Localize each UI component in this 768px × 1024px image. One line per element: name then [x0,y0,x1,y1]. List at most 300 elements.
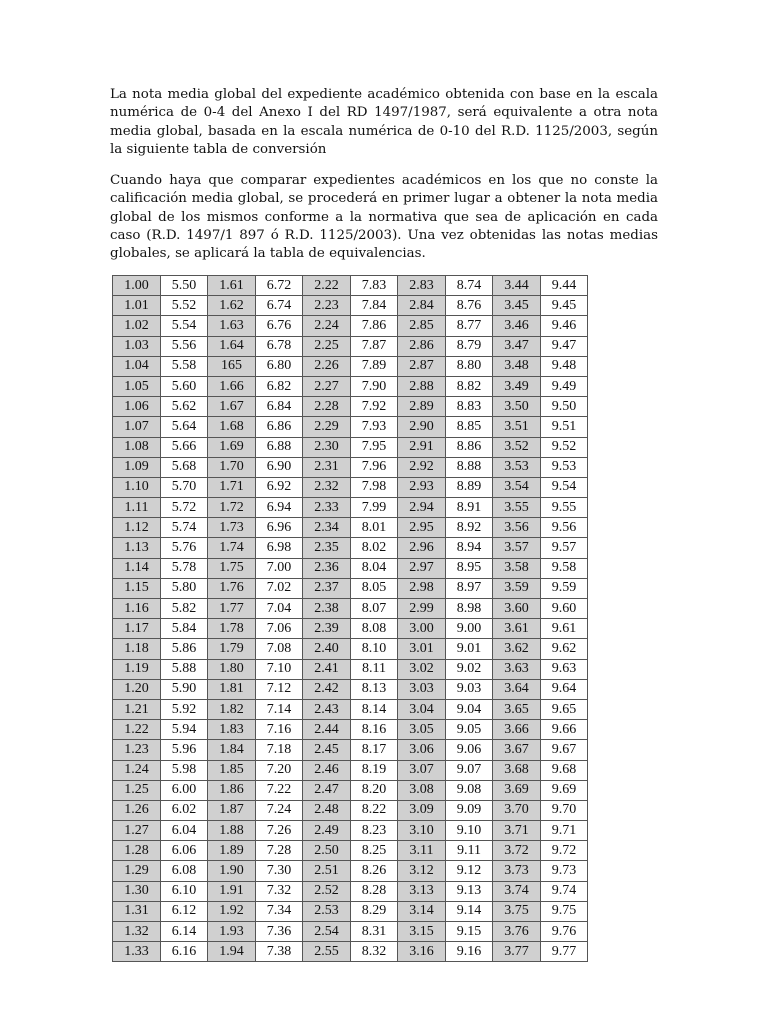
grade-0-4-cell: 2.55 [303,942,351,962]
grade-0-4-cell: 1.64 [208,336,256,356]
grade-0-10-cell: 9.52 [541,437,588,457]
grade-0-4-cell: 2.43 [303,699,351,719]
grade-0-10-cell: 7.96 [351,457,398,477]
grade-0-10-cell: 9.75 [541,901,588,921]
grade-0-4-cell: 3.50 [493,397,541,417]
grade-0-10-cell: 9.59 [541,578,588,598]
grade-0-10-cell: 8.82 [446,376,493,396]
grade-0-4-cell: 3.73 [493,861,541,881]
grade-0-10-cell: 9.00 [446,619,493,639]
grade-0-4-cell: 2.37 [303,578,351,598]
grade-0-10-cell: 8.13 [351,679,398,699]
grade-0-10-cell: 6.10 [161,881,208,901]
grade-0-4-cell: 2.38 [303,599,351,619]
grade-0-10-cell: 5.68 [161,457,208,477]
grade-0-10-cell: 7.86 [351,316,398,336]
grade-0-4-cell: 1.90 [208,861,256,881]
grade-0-4-cell: 1.26 [113,800,161,820]
grade-0-4-cell: 2.34 [303,518,351,538]
grade-0-10-cell: 7.04 [256,599,303,619]
grade-0-10-cell: 8.17 [351,740,398,760]
grade-0-4-cell: 2.47 [303,780,351,800]
grade-0-10-cell: 7.38 [256,942,303,962]
grade-0-4-cell: 1.21 [113,699,161,719]
table-row [113,356,588,376]
grade-0-4-cell: 3.72 [493,841,541,861]
grade-0-4-cell: 1.28 [113,841,161,861]
grade-0-4-cell: 1.79 [208,639,256,659]
grade-0-4-cell: 3.13 [398,881,446,901]
grade-0-4-cell: 2.53 [303,901,351,921]
grade-0-10-cell: 9.46 [541,316,588,336]
grade-0-4-cell: 1.20 [113,679,161,699]
grade-0-10-cell: 8.19 [351,760,398,780]
grade-0-10-cell: 9.70 [541,800,588,820]
grade-0-10-cell: 5.74 [161,518,208,538]
grade-0-10-cell: 9.55 [541,498,588,518]
grade-0-10-cell: 7.99 [351,498,398,518]
grade-0-4-cell: 2.40 [303,639,351,659]
grade-0-4-cell: 1.61 [208,276,256,296]
grade-0-10-cell: 6.82 [256,376,303,396]
grade-0-10-cell: 5.64 [161,417,208,437]
intro-paragraph: La nota media global del expediente académico obtenida con base en la escala numérica de 0-4 del Anexo I del RD 1497/1987, será equivalente a otra nota media global, basada en la escala numérica de 0-10 del R.D. 1125/2003, según la siguiente tabla de conversión [110,87,658,157]
grade-0-10-cell: 6.98 [256,538,303,558]
grade-0-10-cell: 5.72 [161,498,208,518]
grade-0-4-cell: 1.86 [208,780,256,800]
grade-0-4-cell: 1.33 [113,942,161,962]
table-row [113,578,588,598]
grade-0-10-cell: 9.45 [541,296,588,316]
grade-0-4-cell: 3.49 [493,376,541,396]
grade-0-4-cell: 3.75 [493,901,541,921]
grade-0-10-cell: 8.23 [351,821,398,841]
grade-0-4-cell: 2.35 [303,538,351,558]
grade-0-10-cell: 9.66 [541,720,588,740]
grade-0-4-cell: 2.51 [303,861,351,881]
grade-0-4-cell: 1.02 [113,316,161,336]
grade-0-10-cell: 7.26 [256,821,303,841]
grade-0-10-cell: 9.57 [541,538,588,558]
grade-0-4-cell: 1.72 [208,498,256,518]
grade-0-4-cell: 2.28 [303,397,351,417]
grade-0-4-cell: 3.48 [493,356,541,376]
table-row [113,821,588,841]
grade-0-4-cell: 2.50 [303,841,351,861]
grade-0-10-cell: 5.84 [161,619,208,639]
grade-0-10-cell: 6.08 [161,861,208,881]
table-row [113,740,588,760]
grade-0-4-cell: 2.96 [398,538,446,558]
grade-0-4-cell: 1.05 [113,376,161,396]
grade-0-4-cell: 1.81 [208,679,256,699]
grade-0-10-cell: 5.58 [161,356,208,376]
grade-0-4-cell: 3.04 [398,699,446,719]
table-row [113,558,588,578]
grade-0-4-cell: 3.12 [398,861,446,881]
grade-0-10-cell: 9.01 [446,639,493,659]
grade-0-10-cell: 8.86 [446,437,493,457]
grade-0-4-cell: 2.32 [303,477,351,497]
table-row [113,397,588,417]
grade-0-10-cell: 8.77 [446,316,493,336]
table-row [113,901,588,921]
grade-0-4-cell: 1.01 [113,296,161,316]
grade-0-10-cell: 8.05 [351,578,398,598]
grade-0-10-cell: 8.14 [351,699,398,719]
grade-0-10-cell: 5.54 [161,316,208,336]
grade-0-10-cell: 7.90 [351,376,398,396]
grade-0-10-cell: 9.09 [446,800,493,820]
table-row [113,538,588,558]
grade-0-4-cell: 3.16 [398,942,446,962]
grade-0-10-cell: 9.44 [541,276,588,296]
grade-0-10-cell: 9.03 [446,679,493,699]
grade-0-4-cell: 1.22 [113,720,161,740]
table-row [113,336,588,356]
grade-0-10-cell: 5.70 [161,477,208,497]
grade-0-10-cell: 6.88 [256,437,303,457]
grade-0-4-cell: 2.49 [303,821,351,841]
grade-0-10-cell: 6.86 [256,417,303,437]
grade-0-10-cell: 7.18 [256,740,303,760]
grade-0-10-cell: 9.63 [541,659,588,679]
grade-0-10-cell: 8.98 [446,599,493,619]
grade-0-10-cell: 5.86 [161,639,208,659]
grade-0-4-cell: 2.45 [303,740,351,760]
grade-0-10-cell: 9.14 [446,901,493,921]
grade-0-10-cell: 8.01 [351,518,398,538]
grade-0-10-cell: 7.14 [256,699,303,719]
grade-0-4-cell: 1.85 [208,760,256,780]
grade-0-4-cell: 3.69 [493,780,541,800]
grade-0-10-cell: 8.80 [446,356,493,376]
grade-0-4-cell: 3.11 [398,841,446,861]
grade-0-10-cell: 6.76 [256,316,303,336]
grade-0-10-cell: 9.65 [541,699,588,719]
grade-0-4-cell: 1.06 [113,397,161,417]
grade-0-10-cell: 8.95 [446,558,493,578]
grade-0-4-cell: 1.76 [208,578,256,598]
grade-0-10-cell: 9.47 [541,336,588,356]
table-row [113,276,588,296]
grade-0-4-cell: 3.07 [398,760,446,780]
grade-0-10-cell: 5.50 [161,276,208,296]
grade-0-10-cell: 6.14 [161,922,208,942]
table-row [113,477,588,497]
grade-0-4-cell: 3.76 [493,922,541,942]
table-row [113,639,588,659]
table-row [113,841,588,861]
grade-0-4-cell: 1.00 [113,276,161,296]
grade-0-4-cell: 1.24 [113,760,161,780]
grade-0-4-cell: 1.70 [208,457,256,477]
grade-0-4-cell: 3.05 [398,720,446,740]
table-row [113,599,588,619]
grade-0-4-cell: 2.41 [303,659,351,679]
grade-0-10-cell: 5.56 [161,336,208,356]
grade-0-4-cell: 2.95 [398,518,446,538]
grade-0-4-cell: 2.25 [303,336,351,356]
grade-0-4-cell: 3.66 [493,720,541,740]
grade-0-10-cell: 8.79 [446,336,493,356]
grade-0-4-cell: 2.30 [303,437,351,457]
grade-0-10-cell: 8.22 [351,800,398,820]
grade-0-10-cell: 6.06 [161,841,208,861]
grade-0-4-cell: 1.69 [208,437,256,457]
grade-0-10-cell: 8.76 [446,296,493,316]
table-row [113,376,588,396]
grade-0-10-cell: 9.02 [446,659,493,679]
grade-0-4-cell: 2.87 [398,356,446,376]
grade-0-4-cell: 1.73 [208,518,256,538]
table-row [113,800,588,820]
grade-0-10-cell: 7.34 [256,901,303,921]
grade-0-10-cell: 5.82 [161,599,208,619]
grade-0-10-cell: 8.88 [446,457,493,477]
grade-0-10-cell: 6.96 [256,518,303,538]
grade-0-10-cell: 7.10 [256,659,303,679]
grade-0-4-cell: 1.88 [208,821,256,841]
grade-0-10-cell: 7.06 [256,619,303,639]
grade-0-10-cell: 5.66 [161,437,208,457]
grade-0-10-cell: 7.12 [256,679,303,699]
grade-0-4-cell: 2.39 [303,619,351,639]
grade-0-4-cell: 3.52 [493,437,541,457]
table-row [113,720,588,740]
grade-0-10-cell: 5.52 [161,296,208,316]
grade-0-4-cell: 3.47 [493,336,541,356]
grade-0-10-cell: 9.07 [446,760,493,780]
grade-0-4-cell: 2.33 [303,498,351,518]
grade-0-10-cell: 9.53 [541,457,588,477]
grade-0-10-cell: 6.84 [256,397,303,417]
grade-0-10-cell: 7.87 [351,336,398,356]
grade-0-4-cell: 2.31 [303,457,351,477]
table-row [113,316,588,336]
table-row [113,881,588,901]
table-row [113,296,588,316]
grade-0-4-cell: 3.01 [398,639,446,659]
grade-0-10-cell: 8.02 [351,538,398,558]
grade-0-10-cell: 7.83 [351,276,398,296]
grade-0-10-cell: 6.78 [256,336,303,356]
grade-0-4-cell: 3.67 [493,740,541,760]
grade-0-10-cell: 8.25 [351,841,398,861]
grade-0-4-cell: 2.26 [303,356,351,376]
grade-0-10-cell: 8.32 [351,942,398,962]
grade-0-4-cell: 1.63 [208,316,256,336]
grade-0-10-cell: 5.94 [161,720,208,740]
grade-0-4-cell: 2.90 [398,417,446,437]
grade-0-4-cell: 1.23 [113,740,161,760]
grade-0-10-cell: 7.02 [256,578,303,598]
grade-0-4-cell: 1.12 [113,518,161,538]
grade-0-4-cell: 2.99 [398,599,446,619]
grade-0-4-cell: 2.98 [398,578,446,598]
grade-0-4-cell: 1.71 [208,477,256,497]
grade-0-4-cell: 1.09 [113,457,161,477]
grade-0-10-cell: 5.76 [161,538,208,558]
grade-0-10-cell: 7.30 [256,861,303,881]
grade-0-4-cell: 2.89 [398,397,446,417]
grade-0-4-cell: 2.97 [398,558,446,578]
grade-0-4-cell: 1.91 [208,881,256,901]
grade-0-10-cell: 9.69 [541,780,588,800]
grade-0-4-cell: 2.94 [398,498,446,518]
grade-0-10-cell: 9.49 [541,376,588,396]
grade-0-4-cell: 2.92 [398,457,446,477]
grade-0-4-cell: 1.31 [113,901,161,921]
grade-0-10-cell: 9.10 [446,821,493,841]
conversion-table [112,275,588,962]
grade-0-10-cell: 5.62 [161,397,208,417]
grade-0-4-cell: 1.87 [208,800,256,820]
grade-0-10-cell: 9.74 [541,881,588,901]
grade-0-10-cell: 8.29 [351,901,398,921]
grade-0-4-cell: 3.44 [493,276,541,296]
grade-0-4-cell: 2.24 [303,316,351,336]
grade-0-10-cell: 7.95 [351,437,398,457]
grade-0-10-cell: 9.76 [541,922,588,942]
grade-0-4-cell: 2.27 [303,376,351,396]
grade-0-10-cell: 6.94 [256,498,303,518]
grade-0-4-cell: 3.55 [493,498,541,518]
grade-0-10-cell: 9.67 [541,740,588,760]
grade-0-10-cell: 9.72 [541,841,588,861]
grade-0-10-cell: 8.94 [446,538,493,558]
grade-0-4-cell: 2.48 [303,800,351,820]
grade-0-10-cell: 9.64 [541,679,588,699]
table-row [113,437,588,457]
grade-0-10-cell: 9.77 [541,942,588,962]
table-row [113,457,588,477]
grade-0-10-cell: 9.11 [446,841,493,861]
grade-0-10-cell: 8.10 [351,639,398,659]
grade-0-10-cell: 8.11 [351,659,398,679]
grade-0-10-cell: 6.16 [161,942,208,962]
grade-0-4-cell: 3.09 [398,800,446,820]
grade-0-4-cell: 1.67 [208,397,256,417]
grade-0-10-cell: 6.04 [161,821,208,841]
grade-0-4-cell: 2.83 [398,276,446,296]
grade-0-4-cell: 3.56 [493,518,541,538]
grade-0-10-cell: 9.48 [541,356,588,376]
grade-0-4-cell: 1.74 [208,538,256,558]
grade-0-4-cell: 1.66 [208,376,256,396]
grade-0-4-cell: 2.85 [398,316,446,336]
grade-0-4-cell: 3.46 [493,316,541,336]
table-row [113,780,588,800]
grade-0-4-cell: 3.64 [493,679,541,699]
grade-0-10-cell: 5.60 [161,376,208,396]
grade-0-4-cell: 3.57 [493,538,541,558]
grade-0-4-cell: 3.14 [398,901,446,921]
grade-0-10-cell: 9.71 [541,821,588,841]
grade-0-10-cell: 7.16 [256,720,303,740]
grade-0-4-cell: 2.86 [398,336,446,356]
grade-0-10-cell: 7.84 [351,296,398,316]
grade-0-10-cell: 7.32 [256,881,303,901]
grade-0-4-cell: 2.52 [303,881,351,901]
grade-0-10-cell: 5.92 [161,699,208,719]
grade-0-4-cell: 3.54 [493,477,541,497]
grade-0-10-cell: 9.16 [446,942,493,962]
grade-0-4-cell: 3.00 [398,619,446,639]
grade-0-10-cell: 5.88 [161,659,208,679]
grade-0-10-cell: 5.80 [161,578,208,598]
grade-0-10-cell: 9.61 [541,619,588,639]
grade-0-10-cell: 7.00 [256,558,303,578]
grade-0-10-cell: 5.96 [161,740,208,760]
grade-0-10-cell: 7.89 [351,356,398,376]
grade-0-4-cell: 1.30 [113,881,161,901]
grade-0-10-cell: 6.72 [256,276,303,296]
grade-0-10-cell: 7.93 [351,417,398,437]
table-row [113,417,588,437]
grade-0-10-cell: 9.06 [446,740,493,760]
grade-0-10-cell: 9.50 [541,397,588,417]
grade-0-4-cell: 3.61 [493,619,541,639]
grade-0-10-cell: 9.68 [541,760,588,780]
grade-0-10-cell: 9.56 [541,518,588,538]
grade-0-4-cell: 3.68 [493,760,541,780]
grade-0-10-cell: 7.22 [256,780,303,800]
table-row [113,619,588,639]
grade-0-4-cell: 2.29 [303,417,351,437]
grade-0-10-cell: 5.90 [161,679,208,699]
grade-0-4-cell: 1.75 [208,558,256,578]
grade-0-10-cell: 9.15 [446,922,493,942]
table-row [113,498,588,518]
grade-0-4-cell: 1.25 [113,780,161,800]
grade-0-10-cell: 8.26 [351,861,398,881]
grade-0-4-cell: 1.94 [208,942,256,962]
grade-0-4-cell: 2.36 [303,558,351,578]
grade-0-4-cell: 2.88 [398,376,446,396]
grade-0-10-cell: 6.74 [256,296,303,316]
grade-0-10-cell: 9.04 [446,699,493,719]
grade-0-4-cell: 3.15 [398,922,446,942]
grade-0-4-cell: 2.91 [398,437,446,457]
grade-0-4-cell: 3.02 [398,659,446,679]
grade-0-10-cell: 6.90 [256,457,303,477]
grade-0-4-cell: 1.80 [208,659,256,679]
instructions-paragraph: Cuando haya que comparar expedientes académicos en los que no conste la calificación media global, se procederá en primer lugar a obtener la nota media global de los mismos conforme a la normativa que sea de aplicación en cada caso (R.D. 1497/1 897 ó R.D. 1125/2003). Una vez obtenidas las notas medias globales, se aplicará la tabla de equivalencias. [110,173,658,262]
grade-0-10-cell: 7.08 [256,639,303,659]
grade-0-10-cell: 9.12 [446,861,493,881]
grade-0-4-cell: 3.62 [493,639,541,659]
grade-0-10-cell: 8.83 [446,397,493,417]
grade-0-4-cell: 2.54 [303,922,351,942]
table-row [113,922,588,942]
grade-0-4-cell: 1.27 [113,821,161,841]
grade-0-10-cell: 9.05 [446,720,493,740]
grade-0-4-cell: 3.45 [493,296,541,316]
grade-0-10-cell: 8.07 [351,599,398,619]
table-row [113,760,588,780]
grade-0-10-cell: 8.92 [446,518,493,538]
grade-0-4-cell: 3.65 [493,699,541,719]
grade-0-10-cell: 9.62 [541,639,588,659]
grade-0-10-cell: 6.02 [161,800,208,820]
grade-0-4-cell: 1.14 [113,558,161,578]
grade-0-10-cell: 7.28 [256,841,303,861]
grade-0-10-cell: 9.13 [446,881,493,901]
grade-0-10-cell: 9.54 [541,477,588,497]
grade-0-4-cell: 3.08 [398,780,446,800]
grade-0-4-cell: 2.46 [303,760,351,780]
